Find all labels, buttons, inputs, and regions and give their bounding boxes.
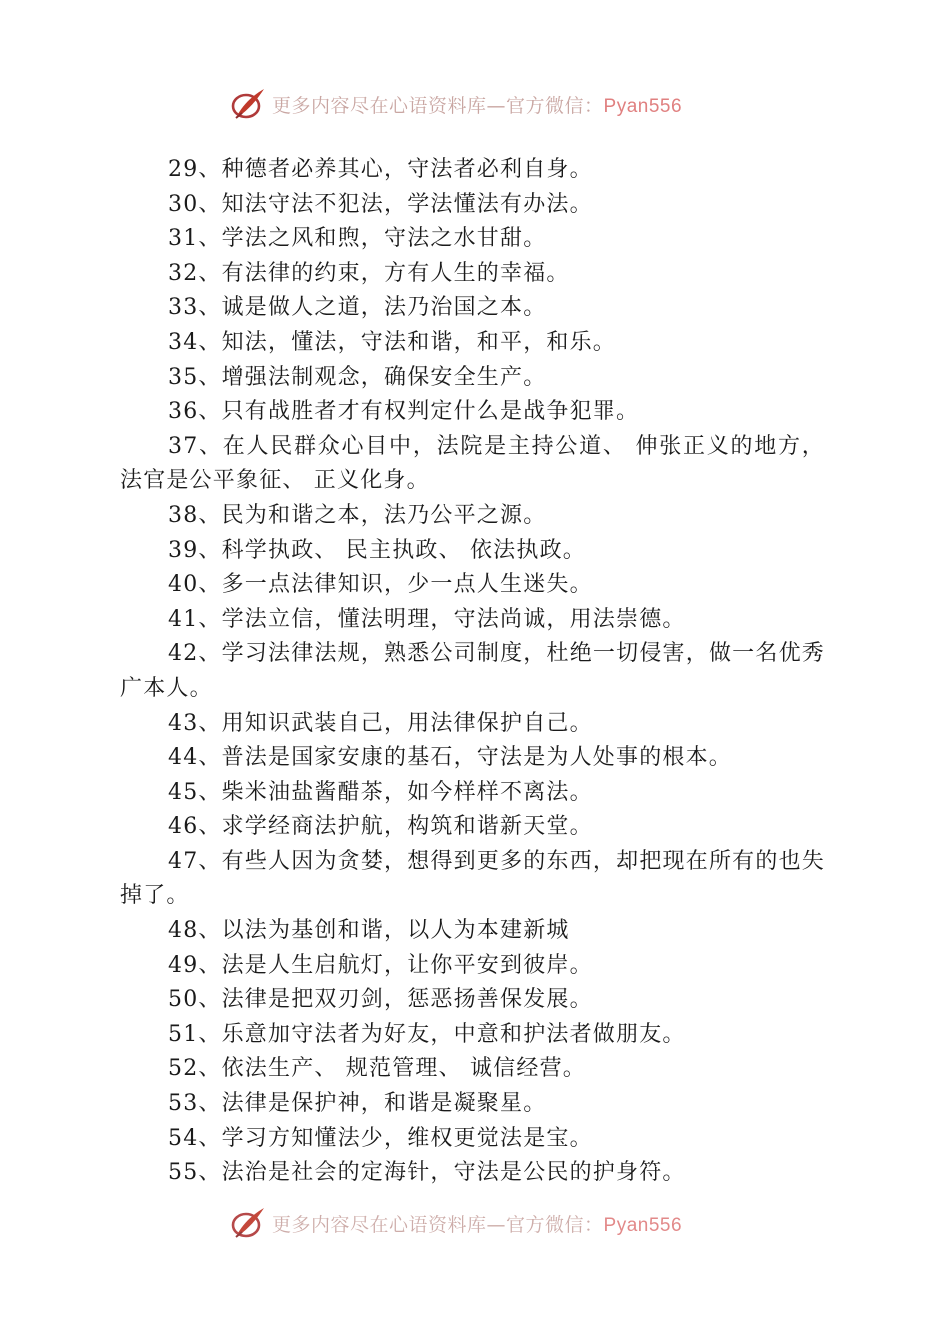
- text-line: 31、学法之风和煦，守法之水甘甜。: [168, 226, 547, 252]
- text-line: 48、以法为基创和谐，以人为本建新城: [168, 918, 570, 944]
- text-line: 33、诚是做人之道，法乃治国之本。: [168, 295, 547, 321]
- text-line: 54、学习方知懂法少，维权更觉法是宝。: [168, 1125, 593, 1151]
- header-text: 更多内容尽在心语资料库—官方微信：Pyan556: [272, 94, 683, 117]
- text-line: 51、乐意加守法者为好友，中意和护法者做朋友。: [168, 1021, 686, 1047]
- text-line: 55、法治是社会的定海针，守法是公民的护身符。: [168, 1160, 686, 1186]
- text-line: 47、有些人因为贪婪，想得到更多的东西，却把现在所有的也失掉了。: [120, 848, 825, 909]
- text-line: 49、法是人生启航灯，让你平安到彼岸。: [168, 952, 593, 978]
- text-line: 42、学习法律法规，熟悉公司制度，杜绝一切侵害，做一名优秀广本人。: [120, 641, 825, 701]
- footer-banner: [228, 1203, 682, 1243]
- text-line: 43、用知识武装自己，用法律保护自己。: [168, 710, 593, 736]
- header-banner: [228, 84, 682, 124]
- text-line: 29、种德者必养其心，守法者必利自身。: [168, 157, 593, 182]
- text-line: 38、民为和谐之本，法乃公平之源。: [168, 502, 547, 528]
- text-line: 45、柴米油盐酱醋茶，如今样样不离法。: [168, 779, 593, 805]
- footer-text: 更多内容尽在心语资料库—官方微信：Pyan556: [272, 1213, 683, 1236]
- document-body: [120, 153, 825, 1191]
- header-wechat-id: Pyan556: [603, 95, 683, 117]
- text-line: 50、法律是把双刃剑，惩恶扬善保发展。: [168, 987, 593, 1013]
- text-line: 30、知法守法不犯法，学法懂法有办法。: [168, 191, 593, 217]
- text-line: 44、普法是国家安康的基石，守法是为人处事的根本。: [168, 745, 732, 771]
- quill-logo-icon: [228, 84, 268, 124]
- text-line: 39、科学执政、 民主执政、 依法执政。: [168, 537, 586, 563]
- text-line: 35、增强法制观念，确保安全生产。: [168, 364, 547, 390]
- text-line: 53、法律是保护神，和谐是凝聚星。: [168, 1091, 547, 1117]
- text-line: 36、只有战胜者才有权判定什么是战争犯罪。: [168, 399, 640, 425]
- text-line: 46、求学经商法护航，构筑和谐新天堂。: [168, 814, 593, 840]
- text-line: 34、知法，懂法，守法和谐，和平，和乐。: [168, 329, 616, 355]
- text-line: 32、有法律的约束，方有人生的幸福。: [168, 260, 570, 286]
- text-line: 40、多一点法律知识，少一点人生迷失。: [168, 572, 593, 598]
- quill-logo-icon: [228, 1203, 268, 1243]
- text-line: 37、在人民群众心目中，法院是主持公道、 伸张正义的地方，法官是公平象征、 正义化身。: [120, 433, 825, 494]
- text-line: 52、依法生产、 规范管理、 诚信经营。: [168, 1056, 586, 1082]
- text-line: 41、学法立信，懂法明理，守法尚诚，用法崇德。: [168, 606, 686, 632]
- footer-wechat-id: Pyan556: [603, 1214, 683, 1236]
